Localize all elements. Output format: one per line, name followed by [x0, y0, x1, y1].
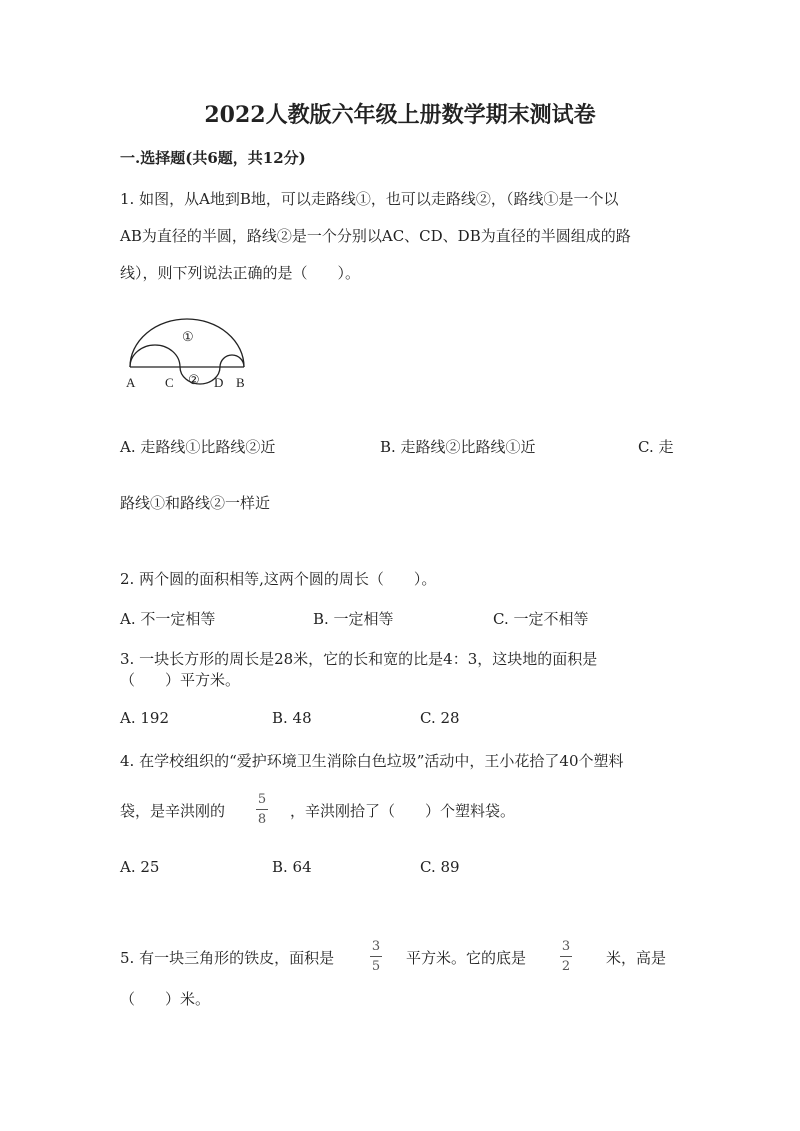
q5-part-3: 米，高是 [606, 949, 667, 967]
fraction-bar [256, 809, 268, 810]
q1-option-b: B. 走路线②比路线①近 [380, 438, 536, 456]
q3-line-2: （ ）平方米。 [120, 671, 241, 689]
route-2-semicircles [130, 345, 244, 384]
fraction-bar [560, 956, 572, 957]
q5-part-2: 平方米。它的底是 [406, 949, 527, 967]
q3-line-1: 3. 一块长方形的周长是28米，它的长和宽的比是4：3，这块地的面积是 [120, 650, 598, 668]
point-c-label: C [165, 375, 174, 390]
q2-option-a: A. 不一定相等 [120, 610, 216, 628]
page-title: 2022人教版六年级上册数学期末测试卷 [204, 102, 596, 128]
q4-line-2-end: ，辛洪刚拾了（ ）个塑料袋。 [290, 802, 516, 820]
q5-fraction-1-numerator: 3 [371, 939, 381, 954]
q5-line-2: （ ）米。 [120, 990, 211, 1008]
q2-text: 2. 两个圆的面积相等,这两个圆的周长（ ）。 [120, 570, 437, 588]
q3-option-b: B. 48 [272, 709, 312, 727]
q4-line-2-start: 袋，是辛洪刚的 [120, 802, 226, 820]
point-b-label: B [236, 375, 245, 390]
q5-fraction-2 [560, 939, 572, 974]
q3-option-c: C. 28 [420, 709, 460, 727]
q5-fraction-1 [370, 939, 382, 974]
q1-option-a: A. 走路线①比路线②近 [120, 438, 276, 456]
section-heading: 一.选择题(共6题，共12分) [120, 149, 306, 167]
q4-fraction-denominator: 8 [257, 812, 267, 827]
q4-fraction-numerator: 5 [257, 792, 267, 807]
fraction-bar [370, 956, 382, 957]
q4-option-c: C. 89 [420, 858, 460, 876]
point-a-label: A [126, 375, 136, 390]
q4-option-b: B. 64 [272, 858, 312, 876]
q5-fraction-1-denominator: 5 [371, 959, 381, 974]
route-2-label: ② [188, 372, 200, 387]
q1-line-1: 1. 如图，从A地到B地，可以走路线①，也可以走路线②，（路线①是一个以 [120, 190, 619, 208]
q1-option-c: C. 走 [638, 438, 674, 456]
q1-line-2: AB为直径的半圆，路线②是一个分别以AC、CD、DB为直径的半圆组成的路 [120, 227, 631, 245]
q3-option-a: A. 192 [120, 709, 169, 727]
q5-fraction-2-numerator: 3 [561, 939, 571, 954]
route-1-label: ① [182, 329, 194, 344]
point-d-label: D [214, 375, 224, 390]
q4-option-a: A. 25 [120, 858, 160, 876]
q1-line-3: 线），则下列说法正确的是（ ）。 [120, 264, 361, 282]
q5-part-1: 5. 有一块三角形的铁皮，面积是 [120, 949, 335, 967]
q1-option-c-continued: 路线①和路线②一样近 [120, 494, 271, 512]
q4-fraction [256, 792, 268, 827]
q1-figure [118, 315, 258, 395]
q2-option-c: C. 一定不相等 [493, 610, 589, 628]
q5-fraction-2-denominator: 2 [561, 959, 571, 974]
q4-line-1: 4. 在学校组织的“爱护环境卫生消除白色垃圾”活动中，王小花拾了40个塑料 [120, 752, 624, 770]
q2-option-b: B. 一定相等 [313, 610, 394, 628]
